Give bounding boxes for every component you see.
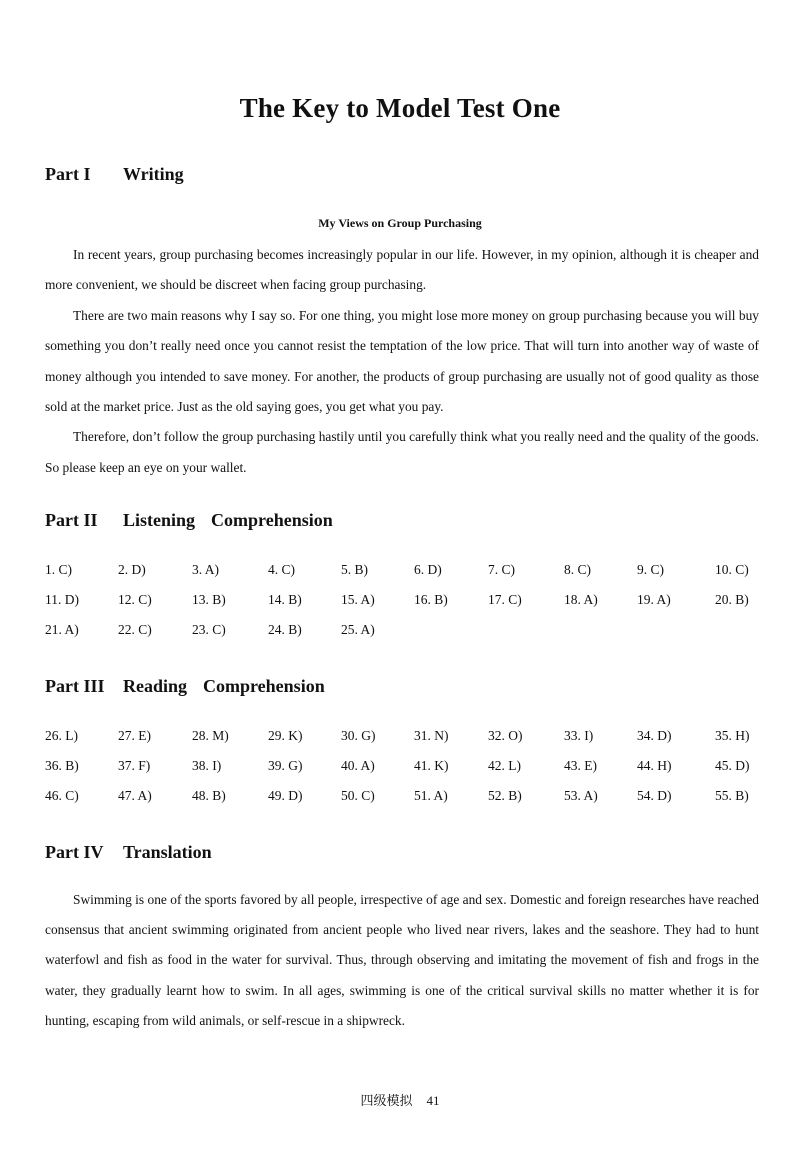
part1-number: Part I bbox=[45, 164, 91, 184]
part1-heading bbox=[45, 164, 184, 185]
page-title: The Key to Model Test One bbox=[239, 93, 561, 123]
answer-row bbox=[45, 622, 758, 652]
answer-item: 49. D) bbox=[268, 788, 303, 803]
answer-item: 53. A) bbox=[564, 788, 598, 803]
essay-title: My Views on Group Purchasing bbox=[318, 216, 482, 230]
part4-title: Translation bbox=[123, 842, 212, 862]
part2-number: Part II bbox=[45, 510, 98, 530]
answer-item: 24. B) bbox=[268, 622, 302, 637]
answer-item: 2. D) bbox=[118, 562, 146, 577]
footer-label: 四级模拟 bbox=[360, 1093, 413, 1108]
answer-row bbox=[45, 758, 758, 788]
answer-row bbox=[45, 788, 758, 818]
essay-paragraph: Therefore, don’t follow the group purchasing hastily until you carefully think what you really need and the quality of the goods. So please keep an eye on your wallet. bbox=[45, 429, 759, 475]
answer-item: 52. B) bbox=[488, 788, 522, 803]
answer-item: 38. I) bbox=[192, 758, 222, 773]
listening-answer-grid bbox=[45, 562, 758, 652]
part3-number: Part III bbox=[45, 676, 105, 696]
answer-item: 33. I) bbox=[564, 728, 594, 743]
page-footer bbox=[0, 1090, 800, 1109]
answer-item: 9. C) bbox=[637, 562, 664, 577]
answer-item: 54. D) bbox=[637, 788, 672, 803]
answer-item: 27. E) bbox=[118, 728, 151, 743]
answer-row bbox=[45, 592, 758, 622]
answer-item: 50. C) bbox=[341, 788, 375, 803]
answer-item: 14. B) bbox=[268, 592, 302, 607]
answer-item: 1. C) bbox=[45, 562, 72, 577]
answer-item: 11. D) bbox=[45, 592, 79, 607]
answer-item: 15. A) bbox=[341, 592, 375, 607]
answer-item: 48. B) bbox=[192, 788, 226, 803]
answer-item: 4. C) bbox=[268, 562, 295, 577]
answer-item: 6. D) bbox=[414, 562, 442, 577]
answer-item: 36. B) bbox=[45, 758, 79, 773]
answer-item: 26. L) bbox=[45, 728, 78, 743]
answer-item: 10. C) bbox=[715, 562, 749, 577]
answer-item: 37. F) bbox=[118, 758, 151, 773]
answer-item: 51. A) bbox=[414, 788, 448, 803]
essay-body bbox=[45, 240, 759, 483]
answer-item: 35. H) bbox=[715, 728, 750, 743]
translation-body bbox=[45, 885, 759, 1036]
answer-item: 47. A) bbox=[118, 788, 152, 803]
page-number: 41 bbox=[426, 1093, 440, 1108]
answer-item: 12. C) bbox=[118, 592, 152, 607]
answer-item: 23. C) bbox=[192, 622, 226, 637]
answer-item: 45. D) bbox=[715, 758, 750, 773]
answer-item: 31. N) bbox=[414, 728, 449, 743]
answer-item: 55. B) bbox=[715, 788, 749, 803]
part3-title-comprehension: Comprehension bbox=[203, 676, 325, 696]
answer-item: 40. A) bbox=[341, 758, 375, 773]
answer-item: 17. C) bbox=[488, 592, 522, 607]
answer-item: 19. A) bbox=[637, 592, 671, 607]
answer-item: 7. C) bbox=[488, 562, 515, 577]
essay-paragraph: There are two main reasons why I say so. For one thing, you might lose more money on group purchasing because you will buy something you don’t really need once you cannot resist the temptation of the low price. That will turn into another way of waste of money although you intended to save money. For another, the products of group purchasing are usually not of good quality as those sold at the market price. Just as the old saying goes, you get what you pay. bbox=[45, 307, 759, 415]
answer-item: 28. M) bbox=[192, 728, 229, 743]
part2-title-comprehension: Comprehension bbox=[211, 510, 333, 530]
part2-heading bbox=[45, 510, 333, 531]
answer-item: 8. C) bbox=[564, 562, 591, 577]
part4-heading bbox=[45, 842, 212, 863]
part4-number: Part IV bbox=[45, 842, 104, 862]
answer-item: 32. O) bbox=[488, 728, 523, 743]
answer-item: 34. D) bbox=[637, 728, 672, 743]
answer-item: 30. G) bbox=[341, 728, 376, 743]
answer-item: 3. A) bbox=[192, 562, 219, 577]
answer-item: 18. A) bbox=[564, 592, 598, 607]
answer-item: 5. B) bbox=[341, 562, 368, 577]
part3-heading bbox=[45, 676, 325, 697]
reading-answer-grid bbox=[45, 728, 758, 818]
answer-item: 29. K) bbox=[268, 728, 303, 743]
answer-item: 46. C) bbox=[45, 788, 79, 803]
answer-item: 43. E) bbox=[564, 758, 597, 773]
translation-paragraph: Swimming is one of the sports favored by all people, irrespective of age and sex. Domestic and foreign researches have reached consensus that ancient swimming originated from ancient people who lived near rivers, lakes and the seashore. They had to hunt waterfowl and fish as food in the water for survival. Thus, through observing and imitating the movement of fish and frogs in the water, they gradually learnt how to swim. In all ages, swimming is one of the critical survival skills no matter whether it is for hunting, escaping from wild animals, or self-rescue in a shipwreck. bbox=[45, 892, 759, 1028]
answer-item: 20. B) bbox=[715, 592, 749, 607]
part3-title-reading: Reading bbox=[123, 676, 188, 696]
answer-row bbox=[45, 562, 758, 592]
answer-item: 39. G) bbox=[268, 758, 303, 773]
part1-title: Writing bbox=[123, 164, 184, 184]
answer-item: 16. B) bbox=[414, 592, 448, 607]
part2-title-listening: Listening bbox=[123, 510, 196, 530]
answer-row bbox=[45, 728, 758, 758]
answer-item: 42. L) bbox=[488, 758, 521, 773]
answer-item: 21. A) bbox=[45, 622, 79, 637]
answer-item: 44. H) bbox=[637, 758, 672, 773]
answer-item: 13. B) bbox=[192, 592, 226, 607]
essay-paragraph: In recent years, group purchasing becomes increasingly popular in our life. However, in my opinion, although it is cheaper and more convenient, we should be discreet when facing group purchasing. bbox=[45, 247, 759, 293]
answer-item: 41. K) bbox=[414, 758, 449, 773]
answer-item: 22. C) bbox=[118, 622, 152, 637]
answer-item: 25. A) bbox=[341, 622, 375, 637]
